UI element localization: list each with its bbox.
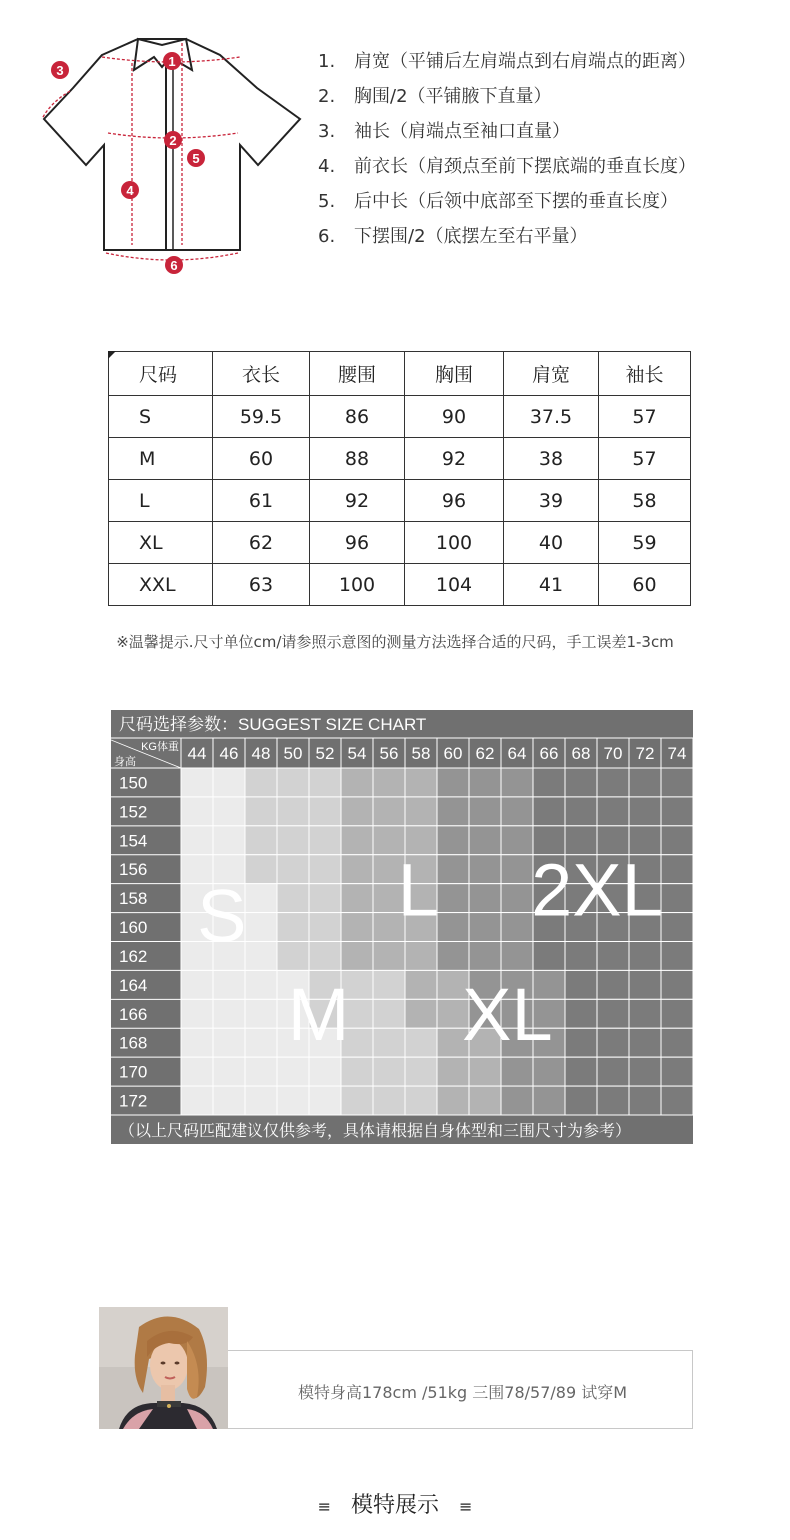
model-photo xyxy=(99,1307,228,1429)
table-cell: 41 xyxy=(504,564,599,606)
chart-cell xyxy=(277,1086,309,1115)
chart-cell xyxy=(181,970,213,999)
legend-item xyxy=(318,118,778,153)
chart-cell xyxy=(213,826,245,855)
chart-cell xyxy=(309,884,341,913)
chart-cell xyxy=(437,1086,469,1115)
legend-number: 2. xyxy=(318,86,336,107)
chart-cell xyxy=(245,999,277,1028)
chart-cell xyxy=(181,797,213,826)
table-row xyxy=(109,480,691,522)
table-cell: 57 xyxy=(599,396,691,438)
legend-text: 后中长（后领中底部至下摆的垂直长度） xyxy=(354,191,678,212)
chart-y-tick-label: 150 xyxy=(119,773,148,793)
chart-cell xyxy=(629,797,661,826)
chart-cell xyxy=(565,970,597,999)
chart-cell xyxy=(501,913,533,942)
legend-number: 1. xyxy=(318,51,336,72)
chart-cell xyxy=(309,913,341,942)
chart-title: 尺码选择参数：SUGGEST SIZE CHART xyxy=(119,715,427,734)
chart-cell xyxy=(501,1086,533,1115)
shirt-diagram-svg xyxy=(30,15,315,280)
chart-cell xyxy=(245,1057,277,1086)
marker-6 xyxy=(165,256,183,274)
chart-cell xyxy=(469,913,501,942)
table-cell: 96 xyxy=(310,522,405,564)
chart-cell xyxy=(629,1086,661,1115)
chart-x-tick-label: 58 xyxy=(411,744,431,763)
legend-item xyxy=(318,223,778,258)
table-cell: 90 xyxy=(405,396,504,438)
chart-x-tick-label: 56 xyxy=(379,744,399,763)
chart-cell xyxy=(341,884,373,913)
chart-cell xyxy=(533,1057,565,1086)
size-chart-svg xyxy=(111,710,693,1144)
chart-cell xyxy=(469,884,501,913)
chart-cell xyxy=(309,1057,341,1086)
chart-cell xyxy=(565,1086,597,1115)
chart-cell xyxy=(469,768,501,797)
chart-cell xyxy=(437,797,469,826)
chart-x-tick-label: 72 xyxy=(635,744,655,763)
chart-x-tick-label: 70 xyxy=(603,744,623,763)
chart-cell xyxy=(501,855,533,884)
chart-cell xyxy=(533,942,565,971)
chart-cell xyxy=(661,826,693,855)
chart-cell xyxy=(437,768,469,797)
table-cell: 92 xyxy=(405,438,504,480)
svg-text:1: 1 xyxy=(168,54,176,69)
heading-deco-left: ≡ xyxy=(317,1497,331,1516)
table-cell: 86 xyxy=(310,396,405,438)
chart-cell xyxy=(309,1086,341,1115)
chart-cell xyxy=(501,797,533,826)
table-cell: 60 xyxy=(599,564,691,606)
size-table xyxy=(108,351,691,606)
model-showcase-title: 模特展示 xyxy=(350,1493,439,1518)
table-header-cell: 腰围 xyxy=(310,352,405,396)
chart-cell xyxy=(373,797,405,826)
chart-cell xyxy=(437,884,469,913)
table-cell: L xyxy=(109,480,213,522)
table-cell: 37.5 xyxy=(504,396,599,438)
table-cell: 92 xyxy=(310,480,405,522)
table-cell: 62 xyxy=(213,522,310,564)
chart-cell xyxy=(373,768,405,797)
chart-cell xyxy=(661,884,693,913)
chart-y-tick-label: 166 xyxy=(119,1004,148,1024)
chart-cell xyxy=(277,942,309,971)
chart-cell xyxy=(341,855,373,884)
table-cell: 100 xyxy=(405,522,504,564)
table-cell: 63 xyxy=(213,564,310,606)
chart-y-tick-label: 160 xyxy=(119,918,148,938)
chart-cell xyxy=(629,1028,661,1057)
table-row xyxy=(109,396,691,438)
chart-cell xyxy=(405,1057,437,1086)
chart-cell xyxy=(341,913,373,942)
chart-cell xyxy=(341,1057,373,1086)
chart-cell xyxy=(373,1086,405,1115)
chart-cell xyxy=(661,797,693,826)
legend-text: 肩宽（平铺后左肩端点到右肩端点的距离） xyxy=(354,51,696,72)
chart-cell xyxy=(277,1057,309,1086)
chart-cell xyxy=(245,1028,277,1057)
chart-corner-weight-label: KG体重 xyxy=(141,741,179,753)
table-cell: 60 xyxy=(213,438,310,480)
svg-text:2: 2 xyxy=(169,133,177,148)
chart-cell xyxy=(661,855,693,884)
table-header-cell: 袖长 xyxy=(599,352,691,396)
chart-cell xyxy=(501,884,533,913)
legend-item xyxy=(318,188,778,223)
chart-cell xyxy=(277,797,309,826)
chart-size-zone-label: S xyxy=(197,874,247,958)
chart-cell xyxy=(629,1057,661,1086)
table-header-row xyxy=(109,352,691,396)
chart-cell xyxy=(277,884,309,913)
table-cell: 40 xyxy=(504,522,599,564)
chart-y-tick-label: 172 xyxy=(119,1091,148,1111)
chart-cell xyxy=(437,1057,469,1086)
chart-cell xyxy=(597,942,629,971)
chart-x-tick-label: 68 xyxy=(571,744,591,763)
table-cell: XL xyxy=(109,522,213,564)
model-info-text: 模特身高178cm /51kg 三围78/57/89 试穿M xyxy=(298,1383,628,1402)
table-corner-mark xyxy=(108,351,116,359)
legend-text: 胸围/2（平铺腋下直量） xyxy=(354,86,552,107)
marker-5 xyxy=(187,149,205,167)
chart-cell xyxy=(565,1057,597,1086)
chart-x-tick-label: 66 xyxy=(539,744,559,763)
chart-cell xyxy=(565,797,597,826)
chart-cell xyxy=(213,970,245,999)
chart-cell xyxy=(373,1028,405,1057)
marker-4 xyxy=(121,181,139,199)
legend-item xyxy=(318,83,778,118)
chart-cell xyxy=(661,942,693,971)
chart-x-tick-label: 62 xyxy=(475,744,495,763)
table-cell: 104 xyxy=(405,564,504,606)
chart-cell xyxy=(565,999,597,1028)
chart-x-tick-label: 54 xyxy=(347,744,367,763)
chart-cell xyxy=(373,999,405,1028)
chart-cell xyxy=(597,1086,629,1115)
chart-x-tick-label: 52 xyxy=(315,744,335,763)
chart-cell xyxy=(245,768,277,797)
chart-cell xyxy=(405,1028,437,1057)
chart-cell xyxy=(629,999,661,1028)
table-cell: 58 xyxy=(599,480,691,522)
chart-cell xyxy=(533,1086,565,1115)
chart-cell xyxy=(373,970,405,999)
chart-x-tick-label: 46 xyxy=(219,744,239,763)
chart-cell xyxy=(437,942,469,971)
legend-number: 5. xyxy=(318,191,336,212)
chart-cell xyxy=(469,797,501,826)
table-cell: 38 xyxy=(504,438,599,480)
chart-cell xyxy=(629,942,661,971)
chart-size-zone-label: L xyxy=(397,848,439,932)
table-cell: 59.5 xyxy=(213,396,310,438)
chart-cell xyxy=(469,1057,501,1086)
chart-cell xyxy=(245,1086,277,1115)
chart-cell xyxy=(213,1028,245,1057)
table-header-cell: 尺码 xyxy=(109,352,213,396)
chart-cell xyxy=(661,913,693,942)
chart-x-tick-label: 64 xyxy=(507,744,527,763)
chart-cell xyxy=(341,1086,373,1115)
legend-text: 袖长（肩端点至袖口直量） xyxy=(354,121,570,142)
chart-cell xyxy=(309,797,341,826)
chart-cell xyxy=(597,1057,629,1086)
chart-cell xyxy=(245,970,277,999)
chart-cell xyxy=(661,768,693,797)
chart-cell xyxy=(213,768,245,797)
marker-1 xyxy=(163,52,181,70)
legend-number: 4. xyxy=(318,156,336,177)
table-row xyxy=(109,522,691,564)
chart-cell xyxy=(341,768,373,797)
table-cell: XXL xyxy=(109,564,213,606)
chart-cell xyxy=(661,1028,693,1057)
chart-cell xyxy=(405,797,437,826)
model-showcase-heading xyxy=(0,1488,790,1519)
chart-cell xyxy=(469,826,501,855)
legend-number: 6. xyxy=(318,226,336,247)
chart-cell xyxy=(277,826,309,855)
chart-cell xyxy=(277,855,309,884)
table-cell: S xyxy=(109,396,213,438)
chart-cell xyxy=(277,768,309,797)
legend-item xyxy=(318,48,778,83)
chart-cell xyxy=(245,913,277,942)
size-note: ※温馨提示.尺寸单位cm/请参照示意图的测量方法选择合适的尺码，手工误差1-3cm xyxy=(116,633,674,651)
svg-text:3: 3 xyxy=(56,63,64,78)
shirt-collar xyxy=(134,39,192,70)
chart-cell xyxy=(181,1086,213,1115)
chart-cell xyxy=(309,826,341,855)
chart-cell xyxy=(245,855,277,884)
chart-cell xyxy=(405,768,437,797)
table-header-cell: 胸围 xyxy=(405,352,504,396)
chart-cell xyxy=(597,970,629,999)
chart-x-tick-label: 44 xyxy=(187,744,207,763)
chart-cell xyxy=(469,855,501,884)
chart-cell xyxy=(469,942,501,971)
model-portrait-image xyxy=(99,1307,228,1429)
chart-cell xyxy=(245,884,277,913)
chart-cell xyxy=(597,1028,629,1057)
marker-2 xyxy=(164,131,182,149)
chart-y-tick-label: 154 xyxy=(119,831,148,851)
chart-cell xyxy=(437,855,469,884)
chart-y-tick-label: 152 xyxy=(119,802,148,822)
chart-size-zone-label: XL xyxy=(462,972,553,1056)
chart-size-zone-label: M xyxy=(287,972,350,1056)
chart-cell xyxy=(597,768,629,797)
chart-cell xyxy=(373,1057,405,1086)
table-cell: 59 xyxy=(599,522,691,564)
chart-cell xyxy=(501,1057,533,1086)
table-cell: 61 xyxy=(213,480,310,522)
chart-cell xyxy=(309,855,341,884)
model-info-box xyxy=(99,1307,693,1429)
chart-cell xyxy=(533,768,565,797)
chart-footnote: （以上尺码匹配建议仅供参考，具体请根据自身体型和三围尺寸为参考） xyxy=(119,1123,632,1140)
chart-cell xyxy=(661,1086,693,1115)
chart-cell xyxy=(597,797,629,826)
chart-cell xyxy=(437,826,469,855)
heading-deco-right: ≡ xyxy=(459,1497,473,1516)
chart-y-tick-label: 170 xyxy=(119,1062,148,1082)
svg-text:4: 4 xyxy=(126,183,134,198)
chart-cell xyxy=(437,913,469,942)
chart-cell xyxy=(277,913,309,942)
chart-y-tick-label: 156 xyxy=(119,860,148,880)
chart-x-tick-label: 60 xyxy=(443,744,463,763)
chart-cell xyxy=(213,999,245,1028)
chart-cell xyxy=(629,970,661,999)
chart-y-tick-label: 164 xyxy=(119,975,148,995)
chart-cell xyxy=(341,826,373,855)
chart-cell xyxy=(501,826,533,855)
chart-cell xyxy=(181,1057,213,1086)
chart-cell xyxy=(533,797,565,826)
legend-text: 下摆围/2（底摆左至右平量） xyxy=(354,226,588,247)
chart-cell xyxy=(309,768,341,797)
chart-cell xyxy=(597,999,629,1028)
chart-x-tick-label: 48 xyxy=(251,744,271,763)
chart-corner-height-label: 身高 xyxy=(114,756,136,768)
chart-cell xyxy=(501,942,533,971)
table-row xyxy=(109,438,691,480)
chart-y-tick-label: 158 xyxy=(119,889,148,909)
chart-cell xyxy=(309,942,341,971)
measurement-legend xyxy=(318,48,778,258)
chart-cell xyxy=(341,942,373,971)
chart-cell xyxy=(405,942,437,971)
chart-cell xyxy=(245,797,277,826)
chart-cell xyxy=(373,942,405,971)
table-cell: 100 xyxy=(310,564,405,606)
chart-cell xyxy=(661,1057,693,1086)
chart-x-tick-label: 50 xyxy=(283,744,303,763)
table-cell: 96 xyxy=(405,480,504,522)
chart-cell xyxy=(213,1086,245,1115)
chart-cell xyxy=(501,768,533,797)
chart-cell xyxy=(181,1028,213,1057)
chart-cell xyxy=(405,1086,437,1115)
table-cell: 39 xyxy=(504,480,599,522)
legend-text: 前衣长（肩颈点至前下摆底端的垂直长度） xyxy=(354,156,696,177)
chart-cell xyxy=(213,797,245,826)
table-row xyxy=(109,564,691,606)
table-header-cell: 衣长 xyxy=(213,352,310,396)
chart-cell xyxy=(405,999,437,1028)
chart-cell xyxy=(661,970,693,999)
svg-text:6: 6 xyxy=(170,258,178,273)
table-cell: 57 xyxy=(599,438,691,480)
chart-cell xyxy=(213,1057,245,1086)
legend-number: 3. xyxy=(318,121,336,142)
chart-cell xyxy=(469,1086,501,1115)
chart-x-tick-label: 74 xyxy=(667,744,687,763)
chart-cell xyxy=(181,826,213,855)
chart-cell xyxy=(245,826,277,855)
chart-cell xyxy=(661,999,693,1028)
garment-measurement-diagram xyxy=(30,15,315,280)
suggest-size-chart xyxy=(111,710,693,1144)
chart-cell xyxy=(405,970,437,999)
chart-y-tick-label: 168 xyxy=(119,1033,148,1053)
marker-3 xyxy=(51,61,69,79)
chart-cell xyxy=(181,768,213,797)
chart-cell xyxy=(181,999,213,1028)
chart-cell xyxy=(565,768,597,797)
chart-size-zone-label: 2XL xyxy=(531,848,663,932)
svg-text:5: 5 xyxy=(192,151,200,166)
chart-cell xyxy=(565,1028,597,1057)
table-cell: M xyxy=(109,438,213,480)
chart-cell xyxy=(245,942,277,971)
table-header-cell: 肩宽 xyxy=(504,352,599,396)
chart-cell xyxy=(565,942,597,971)
chart-cell xyxy=(629,768,661,797)
table-cell: 88 xyxy=(310,438,405,480)
legend-item xyxy=(318,153,778,188)
chart-y-tick-label: 162 xyxy=(119,946,148,966)
chart-cell xyxy=(341,797,373,826)
